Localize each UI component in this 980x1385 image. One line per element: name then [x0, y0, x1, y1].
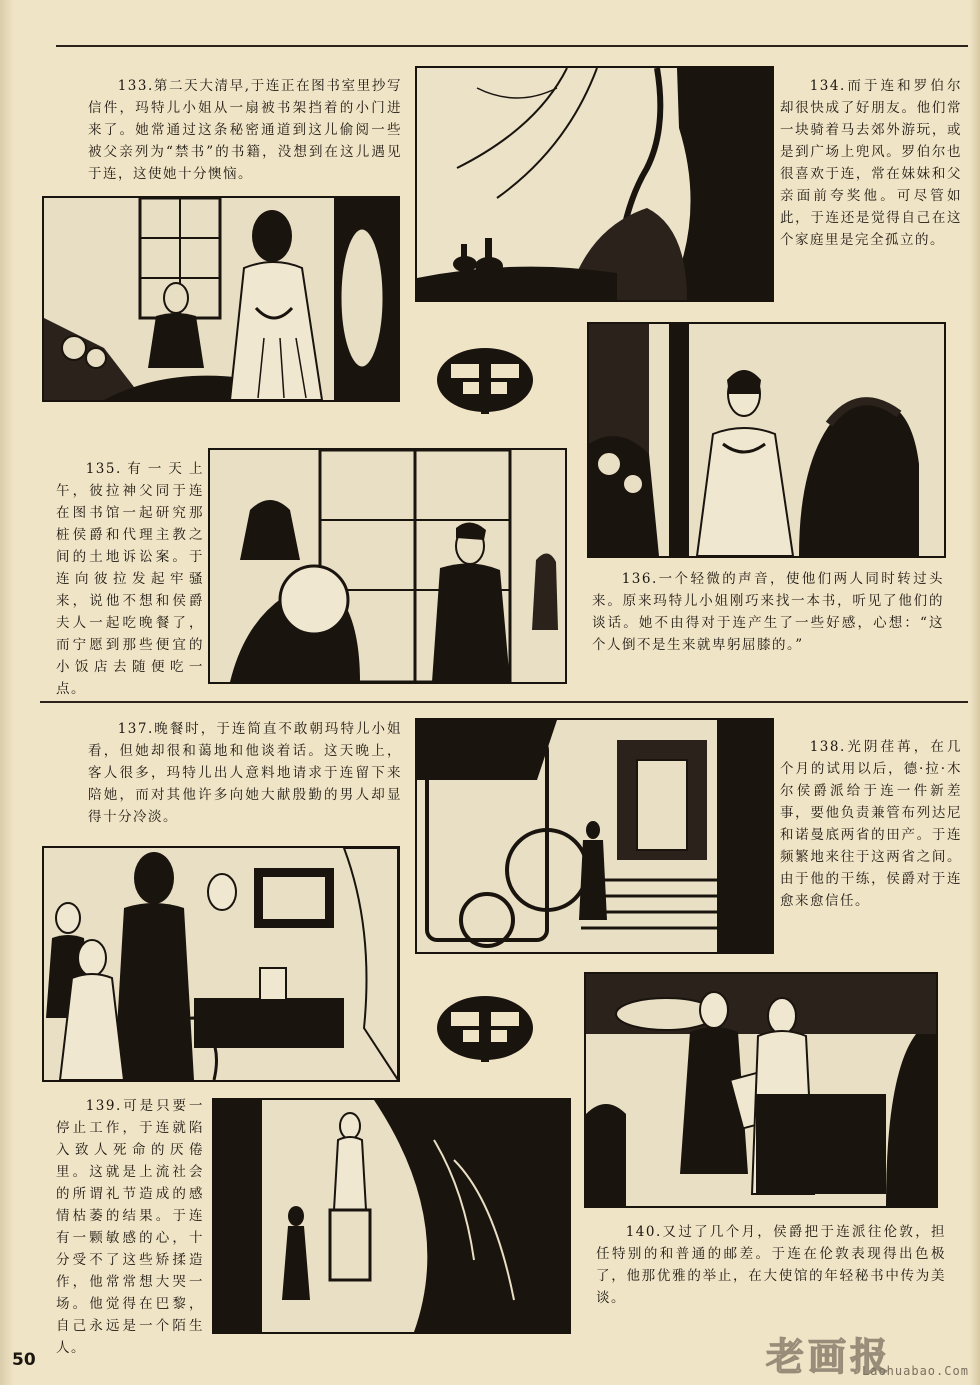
watermark-url: Laohuabao.Com [862, 1364, 969, 1378]
illustration-panel-138 [415, 718, 774, 954]
illustration-panel-136 [587, 322, 946, 558]
illustration-panel-139 [212, 1098, 571, 1334]
caption-139: 139.可是只要一停止工作，于连就陷入致人死命的厌倦里。这就是上流社会的所谓礼节造成的感情枯萎的结果。于连有一颗敏感的心，十分受不了这些矫揉造作，他常常想大哭一场。他觉得在巴黎，自己永远是一个陌生人。 [56, 1098, 204, 1356]
page-number: 50 [12, 1350, 36, 1370]
caption-138: 138.光阴荏苒，在几个月的试用以后，德·拉·木尔侯爵派给于连一件新差事，要他负责兼管布列达尼和诺曼底两省的田产。于连频繁地来往于这两省之间。由于他的干练，侯爵对于连愈来愈信任。 [780, 739, 962, 909]
top-rule [56, 45, 968, 47]
page-edge-right [970, 0, 980, 1385]
illustration-panel-134 [415, 66, 774, 302]
dinner-gathering-illustration [44, 848, 398, 1080]
caption-135: 135.有一天上午，彼拉神父同于连在图书馆一起研究那桩侯爵和代理主教之间的土地诉讼案。于连向彼拉发起牢骚来，说他不想和侯爵夫人一起吃晚餐了，而宁愿到那些便宜的小饭店去随便吃一点。 [56, 461, 204, 697]
caption-137: 137.晚餐时，于连简直不敢朝玛特儿小姐看，但她却很和蔼地和他谈着话。这天晚上，客人很多，玛特儿出人意料地请求于连留下来陪她，而对其他许多向她大献殷勤的男人却显得十分冷淡。 [88, 721, 402, 825]
caption-136: 136.一个轻微的声音，使他们两人同时转过头来。原来玛特儿小姐刚巧来找一本书，听见了他们的谈话。她不由得对于连产生了一些好感，心想：“这个人倒不是生来就卑躬屈膝的。” [592, 571, 944, 653]
woman-in-doorway-illustration [589, 324, 944, 556]
caption-134: 134.而于连和罗伯尔却很快成了好朋友。他们常一块骑着马去郊外游玩，或是到广场上兜风。罗伯尔也很喜欢于连，常在妹妹和父亲面前夸奖他。可尽管如此，于连还是觉得自己在这个家庭里是完全孤立的。 [780, 78, 962, 248]
library-scene-illustration [44, 198, 398, 400]
illustration-panel-135 [208, 448, 567, 684]
caption-140: 140.又过了几个月，侯爵把于连派往伦敦，担任特别的和普通的邮差。于连在伦敦表现得出色极了，他那优雅的举止，在大使馆的年轻秘书中传为美谈。 [596, 1224, 946, 1306]
illustration-panel-133 [42, 196, 400, 402]
riders-landscape-illustration [417, 68, 772, 300]
illustration-panel-137 [42, 846, 400, 1082]
caption-133: 133.第二天大清早,于连正在图书室里抄写信件，玛特儿小姐从一扇被书架挡着的小门进来了。她常通过这条秘密通道到这儿偷阅一些被父亲列为“禁书”的书籍，没想到在这儿遇见于连，这使她十分懊恼。 [88, 78, 402, 182]
middle-rule [40, 701, 968, 703]
carriage-staircase-illustration [417, 720, 772, 952]
watermark-brand: 老画报 [766, 1335, 893, 1379]
knot-ornament-logo [435, 346, 535, 414]
library-conversation-illustration [210, 450, 565, 682]
illustration-panel-140 [584, 972, 938, 1208]
page-edge-left [0, 0, 14, 1385]
embassy-documents-illustration [586, 974, 936, 1206]
garden-statue-illustration [214, 1100, 569, 1332]
knot-ornament-logo [435, 994, 535, 1062]
